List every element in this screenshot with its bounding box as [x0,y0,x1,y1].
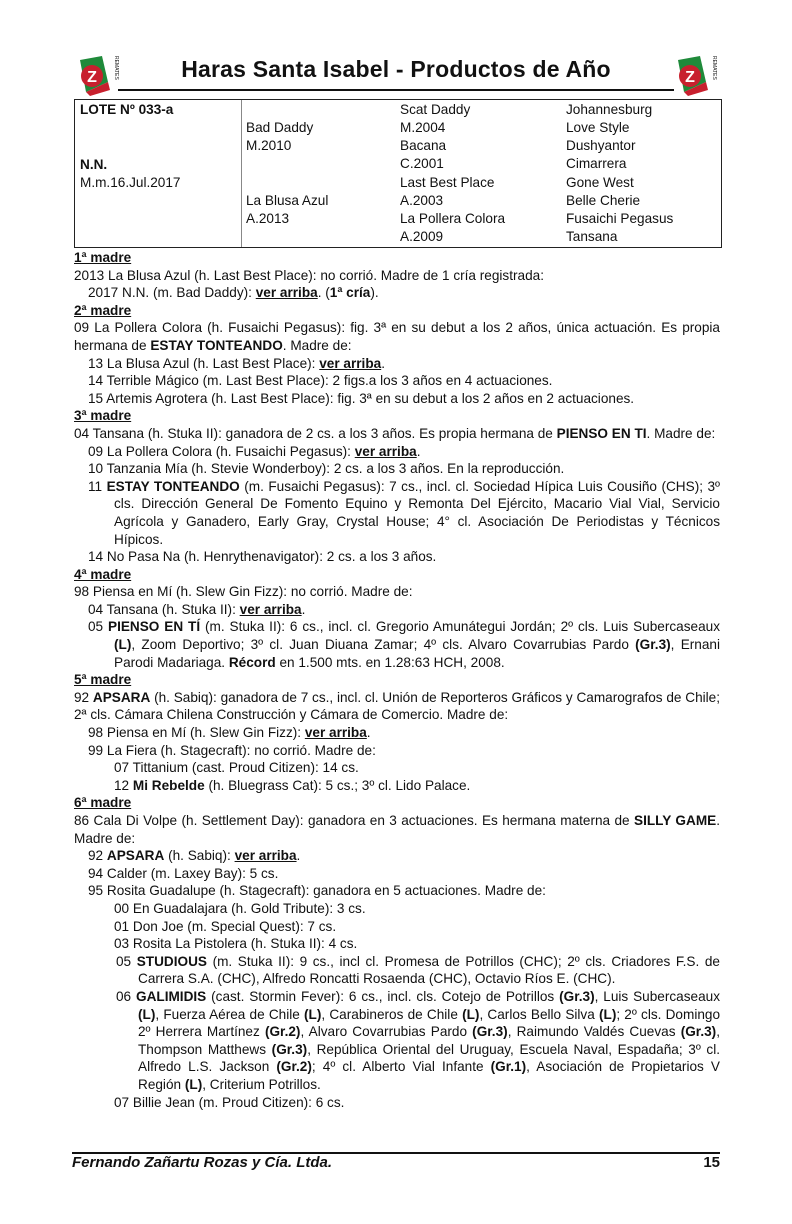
produce-entry: 05 STUDIOUS (m. Stuka II): 9 cs., incl cl. Promesa de Potrillos (CHC); 2º cls. Criadores F.S. de Carrera S.A. (CHC), Alfredo Roncatti Rosaenda (CHC), Octavio Ríos E. (CHC). [116,953,720,987]
grandsire-maternal: Last Best Place [400,175,495,190]
fourth-dam-heading: 4ª madre [74,566,132,582]
g3-ancestor: Fusaichi Pegasus [566,211,674,226]
svg-text:Z: Z [87,69,97,86]
fifth-dam-heading: 5ª madre [74,672,132,688]
second-dam-heading: 2ª madre [74,302,132,318]
produce-entry: 14 No Pasa Na (h. Henrythenavigator): 2 cs. a los 3 años. [88,549,437,565]
header-rule [118,89,674,91]
dam-entry: 92 APSARA (h. Sabiq): ganadora de 7 cs., incl. cl. Unión de Reporteros Gráficos y Camarografos de Chile; 2ª cls. Cámara Chilena Construcción y Cámara de Comercio. Madre de: [74,689,721,723]
svg-text:REMATES: REMATES [711,56,717,80]
produce-entry: 04 Tansana (h. Stuka II): ver arriba. [88,601,306,617]
dam-entry: 86 Cala Di Volpe (h. Settlement Day): ganadora en 3 actuaciones. Es hermana materna de SILLY GAME. Madre de: [74,813,720,846]
granddam-paternal: Bacana [400,138,447,153]
granddam-paternal-year: C.2001 [400,156,444,171]
g3-ancestor: Gone West [566,175,634,190]
page-header [72,52,720,98]
horse-sex-date: M.m.16.Jul.2017 [80,175,181,190]
page-title: Haras Santa Isabel - Productos de Año [181,56,611,82]
granddam-maternal: La Pollera Colora [400,211,506,226]
footer-company: Fernando Zañartu Rozas y Cía. Ltda. [72,1154,333,1171]
produce-entry: 98 Piensa en Mí (h. Slew Gin Fizz): ver arriba. [88,725,371,741]
produce-entry: 10 Tanzania Mía (h. Stevie Wonderboy): 2 cs. a los 3 años. En la reproducción. [88,461,565,477]
horse-name: N.N. [80,157,108,172]
g3-ancestor: Love Style [566,120,630,135]
produce-record [74,249,720,1111]
granddam-maternal-year: A.2009 [400,229,444,244]
produce-entry: 11 ESTAY TONTEANDO (m. Fusaichi Pegasus): 7 cs., incl. cl. Sociedad Hípica Luis Cousiño (CHS); 3º cls. Dirección General De Fomento Equino y Remonta Del Ejército, Macario Vial Vial, Servicio Agrícola y Ganadero, Early Gray, Crystal House; 4° cl. Asociación De Periodistas y Técnicos Hípicos. [88,478,720,547]
produce-entry: 01 Don Joe (m. Special Quest): 7 cs. [114,918,337,934]
produce-entry: 09 La Pollera Colora (h. Fusaichi Pegasus): ver arriba. [88,443,421,459]
produce-entry: 2017 N.N. (m. Bad Daddy): ver arriba. (1ª cría). [88,285,379,301]
g3-ancestor: Tansana [566,229,618,244]
sire-year: M.2010 [246,138,292,153]
dam-year: A.2013 [246,211,290,226]
first-dam-heading: 1ª madre [74,250,132,265]
produce-entry: 06 GALIMIDIS (cast. Stormin Fever): 6 cs., incl. cls. Cotejo de Potrillos (Gr.3), Luis Subercaseaux (L), Fuerza Aérea de Chile (L), Carabineros de Chile (L), Carlos Bello Silva (L); 2º cls. Domingo 2º Herrera Martínez (Gr.2), Alvaro Covarrubias Pardo (Gr.3), Raimundo Valdés Cuevas (Gr.3), Thompson Matthews (Gr.3), República Oriental del Uruguay, Escuela Naval, Espadaña; 3º cl. Alfredo L.S. Jackson (Gr.2); 4º cl. Alberto Vial Infante (Gr.1), Asociación de Propietarios V Región (L), Criterium Potrillos. [116,988,721,1092]
produce-entry: 14 Terrible Mágico (m. Last Best Place): 2 figs.a los 3 años en 4 actuaciones. [88,373,553,389]
produce-entry: 15 Artemis Agrotera (h. Last Best Place): fig. 3ª en su debut a los 2 años en 2 actuaciones. [88,390,635,406]
remates-logo [72,52,122,96]
produce-entry: 13 La Blusa Azul (h. Last Best Place): ver arriba. [88,355,385,371]
produce-entry: 07 Billie Jean (m. Proud Citizen): 6 cs. [114,1094,345,1110]
produce-entry: 05 PIENSO EN TÍ (m. Stuka II): 6 cs., incl. cl. Gregorio Amunátegui Jordán; 2º cls. Luis Subercaseaux (L), Zoom Deportivo; 3º cl. Juan Diuana Zamar; 4º cls. Alvaro Covarrubias Pardo (Gr.3), Ernani Parodi Madariaga. Récord en 1.500 mts. en 1.28:63 HCH, 2008. [88,619,720,670]
lot-number: LOTE Nº 033-a [80,102,174,117]
pedigree-divider [241,100,242,247]
produce-entry: 94 Calder (m. Laxey Bay): 5 cs. [88,865,279,881]
produce-entry: 99 La Fiera (h. Stagecraft): no corrió. Madre de: [88,742,376,758]
sixth-dam-heading: 6ª madre [74,795,132,811]
third-dam-heading: 3ª madre [74,408,132,424]
g3-ancestor: Johannesburg [566,102,653,117]
dam-entry: 98 Piensa en Mí (h. Slew Gin Fizz): no corrió. Madre de: [74,584,413,600]
dam-entry: 09 La Pollera Colora (h. Fusaichi Pegasus): fig. 3ª en su debut a los 2 años, única actuación. Es propia hermana de ESTAY TONTEANDO. Madre de: [74,320,720,353]
produce-entry: 07 Tittanium (cast. Proud Citizen): 14 cs. [114,760,359,776]
produce-entry: 92 APSARA (h. Sabiq): ver arriba. [88,848,301,864]
dam: La Blusa Azul [246,193,329,208]
remates-logo-right [670,52,720,96]
svg-text:REMATES: REMATES [113,56,119,80]
g3-ancestor: Cimarrera [566,156,627,171]
sire: Bad Daddy [246,120,314,135]
g3-ancestor: Belle Cherie [566,193,641,208]
grandsire-paternal: Scat Daddy [400,102,471,117]
produce-entry: 12 Mi Rebelde (h. Bluegrass Cat): 5 cs.; 3º cl. Lido Palace. [114,777,471,793]
page-number: 15 [703,1154,720,1171]
grandsire-paternal-year: M.2004 [400,120,446,135]
produce-entry: 03 Rosita La Pistolera (h. Stuka II): 4 cs. [114,936,358,952]
pedigree-table [74,99,722,248]
svg-text:Z: Z [685,69,695,86]
g3-ancestor: Dushyantor [566,138,636,153]
dam-entry: 04 Tansana (h. Stuka II): ganadora de 2 cs. a los 3 años. Es propia hermana de PIENSO EN TI. Madre de: [74,425,716,441]
grandsire-maternal-year: A.2003 [400,193,444,208]
produce-entry: 95 Rosita Guadalupe (h. Stagecraft): ganadora en 5 actuaciones. Madre de: [88,883,546,899]
dam-entry: 2013 La Blusa Azul (h. Last Best Place): no corrió. Madre de 1 cría registrada: [74,267,544,283]
produce-entry: 00 En Guadalajara (h. Gold Tribute): 3 cs. [114,900,366,916]
